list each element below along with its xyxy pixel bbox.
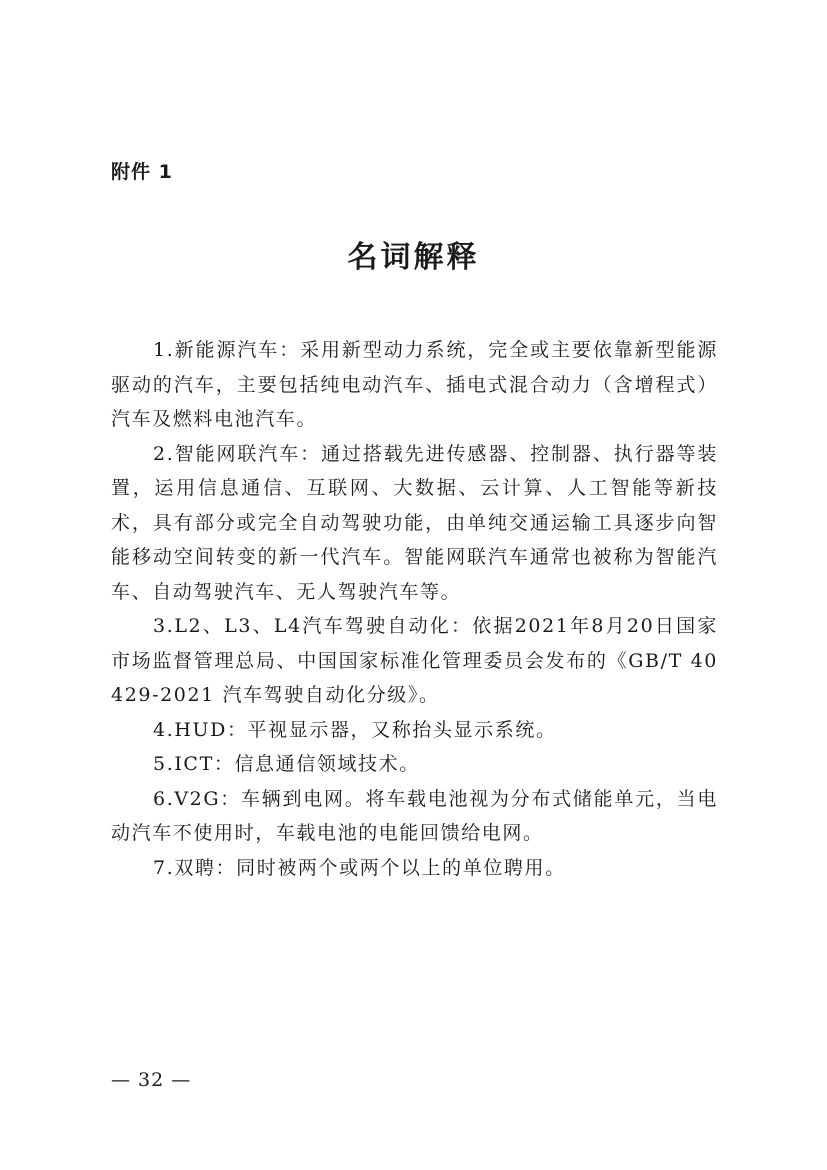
definition-intelligent-connected-vehicle: 2.智能网联汽车：通过搭载先进传感器、控制器、执行器等装置，运用信息通信、互联网、大数据、云计算、人工智能等新技术，具有部分或完全自动驾驶功能，由单纯交通运输工具逐步向智能移动空间转变的新一代汽车。智能网联汽车通常也被称为智能汽车、自动驾驶汽车、无人驾驶汽车等。 — [111, 442, 718, 603]
definition-dual-appointment: 7.双聘：同时被两个或两个以上的单位聘用。 — [153, 856, 566, 879]
page-title: 名词解释 — [347, 240, 480, 275]
attachment-label: 附件 1 — [111, 161, 173, 183]
definition-hud: 4.HUD：平视显示器，又称抬头显示系统。 — [153, 718, 557, 741]
definition-new-energy-vehicle: 1.新能源汽车：采用新型动力系统，完全或主要依靠新型能源驱动的汽车，主要包括纯电动汽车、插电式混合动力（含增程式）汽车及燃料电池汽车。 — [111, 339, 718, 430]
definition-driving-automation-levels: 3.L2、L3、L4汽车驾驶自动化：依据2021年8月20日国家市场监督管理总局、中国国家标准化管理委员会发布的《GB/T 40429-2021 汽车驾驶自动化分级》。 — [111, 615, 718, 706]
definition-v2g: 6.V2G：车辆到电网。将车载电池视为分布式储能单元，当电动汽车不使用时，车载电池的电能回馈给电网。 — [111, 787, 718, 844]
page-number: — 32 — — [111, 1069, 192, 1091]
definitions-list — [111, 333, 718, 885]
definition-ict: 5.ICT：信息通信领域技术。 — [153, 753, 420, 775]
